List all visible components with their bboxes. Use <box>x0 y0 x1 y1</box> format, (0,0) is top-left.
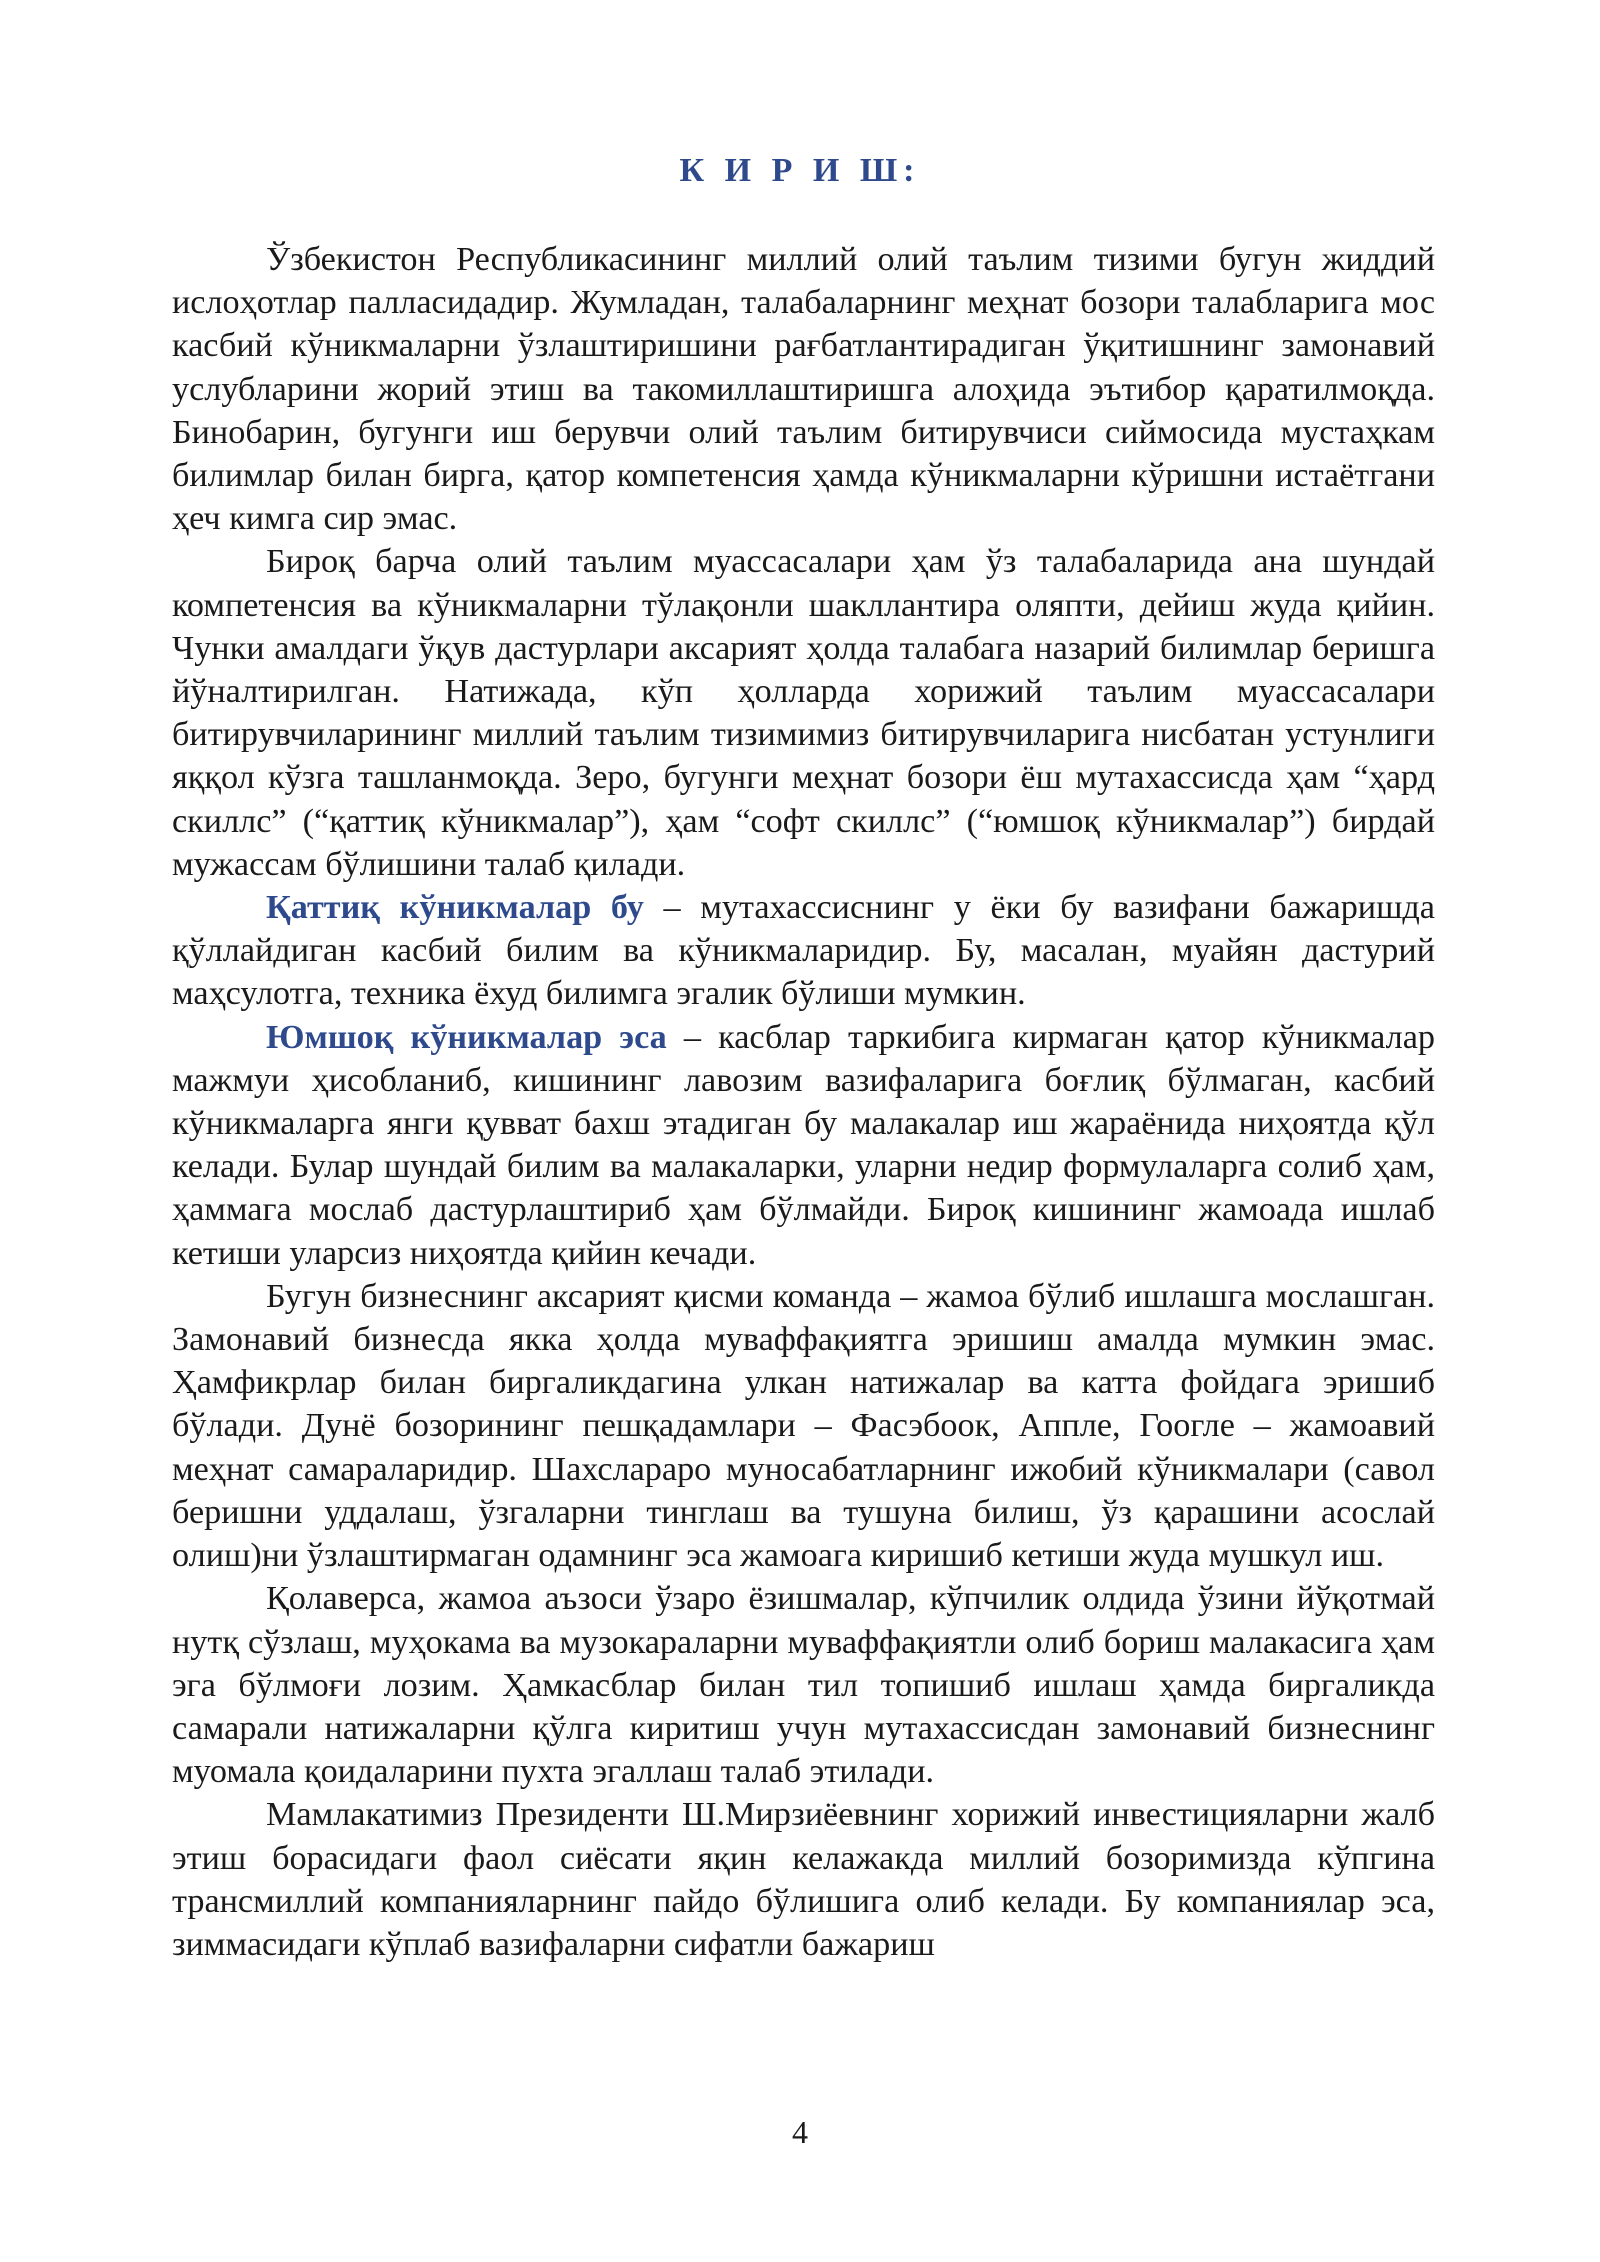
paragraph-text: Қолаверса, жамоа аъзоси ўзаро ёзишмалар, кўпчилик олдида ўзини йўқотмай нутқ сўзлаш, муҳокама ва музокараларни муваффақиятли олиб бориш малакасига ҳам эга бўлмоғи лозим. Ҳамкасблар билан тил топишиб ишлаш ҳамда биргаликда самарали натижаларни қўлга киритиш учун мутахассисдан замонавий бизнеснинг муомала қоидаларини пухта эгаллаш талаб этилади. <box>172 1580 1435 1791</box>
paragraph-text: – мутахассиснинг у ёки бу вазифани бажаришда қўллайдиган касбий билим ва кўникмаларидир. Бу, масалан, муайян дастурий маҳсулотга, техника ёхуд билимга эгалик бўлиши мумкин. <box>172 889 1435 1013</box>
paragraph-text: Мамлакатимиз Президенти Ш.Мирзиёевнинг хорижий инвестицияларни жалб этиш борасидаги фаол сиёсати яқин келажакда миллий бозоримизда кўпгина трансмиллий компанияларнинг пайдо бўлишига олиб келади. Бу компаниялар эса, зиммасидаги кўплаб вазифаларни сифатли бажариш <box>172 1796 1435 1963</box>
paragraph-4-soft-skills <box>172 1016 1435 1275</box>
paragraph-text: Бугун бизнеснинг аксарият қисми команда – жамоа бўлиб ишлашга мослашган. Замонавий бизнесда якка ҳолда муваффақиятга эришиш амалда мумкин эмас. Ҳамфикрлар билан биргаликдагина улкан натижалар ва катта фойдага эришиб бўлади. Дунё бозорининг пешқадамлари – Фасэбоок, Аппле, Гоогле – жамоавий меҳнат самараларидир. Шахслараро муносабатларнинг ижобий кўникмалари (савол беришни уддалаш, ўзгаларни тинглаш ва тушуна билиш, ўз қарашини асослай олиш)ни ўзлаштирмаган одамнинг эса жамоага киришиб кетиши жуда мушкул иш. <box>172 1277 1435 1575</box>
paragraph-7 <box>172 1793 1435 1966</box>
term-soft-skills: Юмшоқ кўникмалар эса <box>266 1018 667 1056</box>
paragraph-text: – касблар таркибига кирмаган қатор кўникмалар мажмуи ҳисобланиб, кишининг лавозим вазифаларига боғлиқ бўлмаган, касбий кўникмаларга янги қувват бахш этадиган бу малакалар иш жараёнида ниҳоятда қўл келади. Булар шундай билим ва малакаларки, уларни недир формулаларга солиб ҳам, ҳаммага мослаб дастурлаштириб ҳам бўлмайди. Бироқ кишининг жамоада ишлаб кетиши уларсиз ниҳоятда қийин кечади. <box>172 1018 1435 1272</box>
page-heading: К И Р И Ш: <box>679 152 921 189</box>
body-text <box>172 238 1435 1966</box>
paragraph-2 <box>172 540 1435 886</box>
term-hard-skills: Қаттиқ кўникмалар бу <box>266 889 644 927</box>
paragraph-5 <box>172 1275 1435 1577</box>
paragraph-3-hard-skills <box>172 886 1435 1016</box>
paragraph-6 <box>172 1577 1435 1793</box>
paragraph-text: Бироқ барча олий таълим муассасалари ҳам ўз талабаларида ана шундай компетенсия ва кўникмаларни тўлақонли шакллантира оляпти, дейиш жуда қийин. Чунки амалдаги ўқув дастурлари аксарият ҳолда талабага назарий билимлар беришга йўналтирилган. Натижада, кўп ҳолларда хорижий таълим муассасалари битирувчиларининг миллий таълим тизимимиз битирувчиларига нисбатан устунлиги яққол кўзга ташланмоқда. Зеро, бугунги меҳнат бозори ёш мутахассисда ҳам “ҳард скиллс” (“қаттиқ кўникмалар”), ҳам “софт скиллс” (“юмшоқ кўникмалар”) бирдай мужассам бўлишини талаб қилади. <box>172 543 1435 883</box>
paragraph-1 <box>172 238 1435 540</box>
page-number: 4 <box>792 2114 808 2150</box>
paragraph-text: Ўзбекистон Республикасининг миллий олий таълим тизими бугун жиддий ислоҳотлар палласидадир. Жумладан, талабаларнинг меҳнат бозори талабларига мос касбий кўникмаларни ўзлаштиришини рағбатлантирадиган ўқитишнинг замонавий услубларини жорий этиш ва такомиллаштиришга алоҳида эътибор қаратилмоқда. Бинобарин, бугунги иш берувчи олий таълим битирувчиси сиймосида мустаҳкам билимлар билан бирга, қатор компетенсия ҳамда кўникмаларни кўришни истаётгани ҳеч кимга сир эмас. <box>172 241 1435 538</box>
